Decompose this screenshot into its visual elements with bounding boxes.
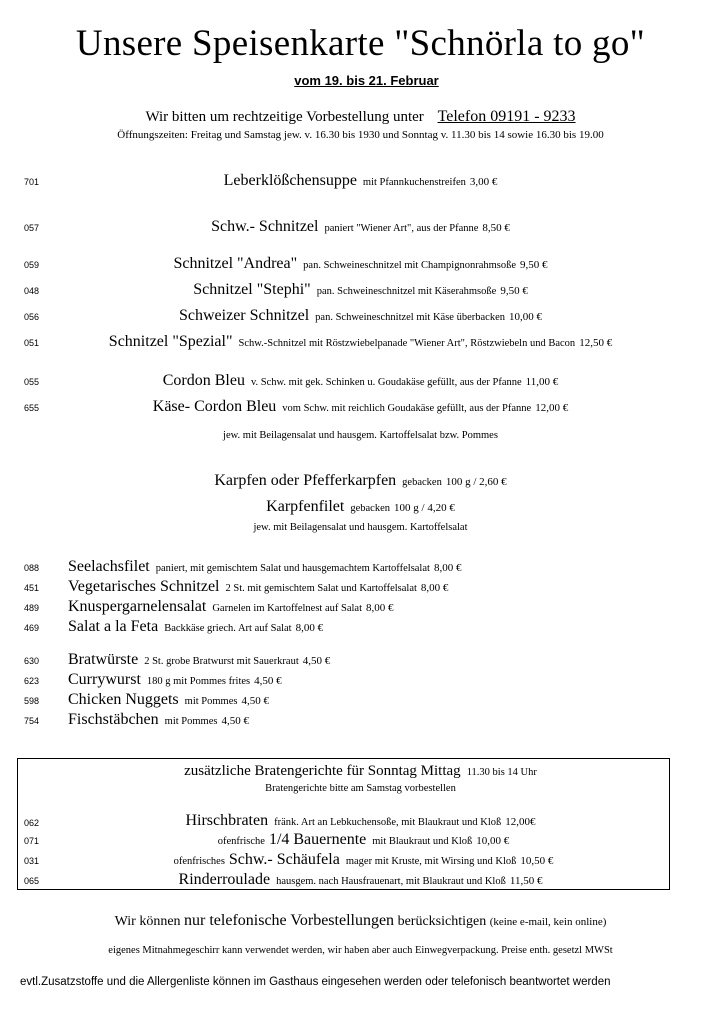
footer-order-note xyxy=(0,912,721,930)
item-price: 10,00 € xyxy=(476,835,510,847)
item-name: Schweizer Schnitzel xyxy=(179,307,310,324)
footer-text-a: Wir können xyxy=(114,914,181,929)
item-name: Schnitzel "Stephi" xyxy=(193,281,311,298)
item-name: Karpfen oder Pfefferkarpfen xyxy=(214,472,397,489)
item-price: 4,50 € xyxy=(254,675,282,687)
sunday-item xyxy=(0,851,721,869)
item-price: 100 g / 2,60 € xyxy=(445,476,507,488)
item-name: Cordon Bleu xyxy=(162,372,245,389)
item-name: Leberklößchensuppe xyxy=(223,172,357,189)
opening-hours: Öffnungszeiten: Freitag und Samstag jew. v. 16.30 bis 1930 und Sonntag v. 11.30 bis 14 sowie 16.30 bis 19.00 xyxy=(117,129,604,141)
item-name: Fischstäbchen xyxy=(68,711,159,728)
item-code: 056 xyxy=(24,312,40,322)
item-desc: 180 g mit Pommes frites xyxy=(146,676,251,687)
footer-packaging-note: eigenes Mitnahmegeschirr kann verwendet werden, wir haben aber auch Einwegverpackung. Preise enth. gesetzl MWSt xyxy=(108,945,613,956)
order-line xyxy=(0,108,721,126)
item-desc: gebacken xyxy=(350,503,391,514)
menu-item xyxy=(68,558,461,576)
item-price: 4,50 € xyxy=(221,715,249,727)
item-price: 9,50 € xyxy=(500,285,528,297)
item-price: 8,00 € xyxy=(433,562,462,574)
side-note: jew. mit Beilagensalat und hausgem. Kartoffelsalat xyxy=(253,522,468,533)
item-code: 031 xyxy=(24,856,40,866)
item-pre: ofenfrische xyxy=(217,836,265,847)
item-name: Schnitzel "Spezial" xyxy=(108,333,233,350)
item-code: 062 xyxy=(24,818,40,828)
item-desc: Garnelen im Kartoffelnest auf Salat xyxy=(212,603,362,614)
item-price: 8,50 € xyxy=(482,222,510,234)
item-name: Schnitzel "Andrea" xyxy=(173,255,298,272)
item-desc: mit Pommes xyxy=(184,696,238,707)
item-name: Currywurst xyxy=(68,671,141,688)
item-desc: pan. Schweineschnitzel mit Champignonrahmsoße xyxy=(303,260,517,271)
item-price: 4,50 € xyxy=(241,695,269,707)
item-name: Rinderroulade xyxy=(178,871,271,888)
menu-item xyxy=(68,711,249,729)
menu-item-carpfilet xyxy=(0,498,721,516)
menu-item xyxy=(0,281,721,299)
menu-item xyxy=(68,598,394,616)
item-price: 9,50 € xyxy=(520,259,548,271)
menu-item-carp xyxy=(0,472,721,490)
item-name: Knuspergarnelensalat xyxy=(68,598,207,615)
item-price: 12,00€ xyxy=(505,816,536,828)
sunday-heading xyxy=(0,762,721,780)
item-desc: paniert "Wiener Art", aus der Pfanne xyxy=(324,223,479,234)
item-code: 055 xyxy=(24,377,40,387)
item-name: Schw.- Schäufela xyxy=(228,851,340,868)
item-desc: vom Schw. mit reichlich Goudakäse gefüllt, aus der Pfanne xyxy=(282,403,532,414)
item-code: 489 xyxy=(24,603,40,613)
menu-item xyxy=(0,398,721,416)
item-code: 469 xyxy=(24,623,40,633)
footer-allergen-note: evtl.Zusatzstoffe und die Allergenliste können im Gasthaus eingesehen werden oder telefonisch beantwortet werden xyxy=(20,976,611,988)
item-price: 3,00 € xyxy=(469,176,498,188)
item-desc: hausgem. nach Hausfrauenart, mit Blaukraut und Kloß xyxy=(276,876,506,887)
item-desc: 2 St. grobe Bratwurst mit Sauerkraut xyxy=(144,656,299,667)
item-code: 051 xyxy=(24,338,40,348)
item-desc: pan. Schweineschnitzel mit Käserahmsoße xyxy=(316,286,497,297)
sunday-time: 11.30 bis 14 Uhr xyxy=(466,767,537,778)
item-price: 8,00 € xyxy=(420,582,449,594)
item-price: 8,00 € xyxy=(366,602,394,614)
item-code: 057 xyxy=(24,223,40,233)
item-name: Seelachsfilet xyxy=(68,558,150,575)
sunday-item xyxy=(0,812,721,830)
item-desc: fränk. Art an Lebkuchensoße, mit Blaukraut und Kloß xyxy=(274,817,502,828)
side-note: jew. mit Beilagensalat und hausgem. Kartoffelsalat bzw. Pommes xyxy=(223,430,498,441)
item-code: 754 xyxy=(24,716,40,726)
order-text: Wir bitten um rechtzeitige Vorbestellung unter xyxy=(145,109,424,125)
item-name: Käse- Cordon Bleu xyxy=(152,398,277,415)
item-name: Chicken Nuggets xyxy=(68,691,179,708)
item-code: 630 xyxy=(24,656,40,666)
menu-item xyxy=(0,218,721,236)
sunday-subheading: Bratengerichte bitte am Samstag vorbestellen xyxy=(265,783,456,794)
menu-item xyxy=(68,618,323,636)
menu-item xyxy=(0,255,721,273)
phone-number: Telefon 09191 - 9233 xyxy=(437,108,576,125)
item-code: 451 xyxy=(24,583,40,593)
item-code: 088 xyxy=(24,563,40,573)
item-price: 12,50 € xyxy=(579,337,613,349)
item-code: 065 xyxy=(24,876,40,886)
item-code: 048 xyxy=(24,286,40,296)
item-desc: pan. Schweineschnitzel mit Käse überbacken xyxy=(315,312,505,323)
item-name: Bratwürste xyxy=(68,651,139,668)
item-name: Schw.- Schnitzel xyxy=(211,218,319,235)
item-desc: mit Blaukraut und Kloß xyxy=(372,836,473,847)
item-desc: Schw.-Schnitzel mit Röstzwiebelpanade "Wiener Art", Röstzwiebeln und Bacon xyxy=(238,338,576,349)
menu-item xyxy=(0,172,721,190)
item-code: 623 xyxy=(24,676,40,686)
sunday-item xyxy=(0,871,721,889)
item-name: Karpfenfilet xyxy=(266,498,345,515)
menu-item xyxy=(0,333,721,351)
item-code: 059 xyxy=(24,260,40,270)
date-range: vom 19. bis 21. Februar xyxy=(294,73,439,88)
item-desc: mit Pommes xyxy=(164,716,218,727)
item-code: 071 xyxy=(24,836,40,846)
footer-text-d: (keine e-mail, kein online) xyxy=(489,916,607,928)
item-desc: mager mit Kruste, mit Wirsing und Kloß xyxy=(345,856,517,867)
item-desc: mit Pfannkuchenstreifen xyxy=(362,177,466,188)
item-price: 10,50 € xyxy=(520,855,554,867)
item-name: 1/4 Bauernente xyxy=(268,831,367,848)
item-code: 598 xyxy=(24,696,40,706)
item-name: Hirschbraten xyxy=(185,812,269,829)
item-name: Salat a la Feta xyxy=(68,618,159,635)
sunday-item xyxy=(0,831,721,849)
item-price: 100 g / 4,20 € xyxy=(394,502,455,514)
item-price: 4,50 € xyxy=(302,655,331,667)
menu-item xyxy=(68,671,282,689)
item-code: 701 xyxy=(24,177,40,187)
item-desc: Backkäse griech. Art auf Salat xyxy=(164,623,292,634)
item-price: 8,00 € xyxy=(295,622,324,634)
menu-item xyxy=(68,691,269,709)
item-price: 11,50 € xyxy=(509,875,543,887)
sunday-heading-text: zusätzliche Bratengerichte für Sonntag Mittag xyxy=(184,763,461,779)
item-price: 11,00 € xyxy=(525,376,559,388)
item-code: 655 xyxy=(24,403,40,413)
menu-item xyxy=(0,307,721,325)
item-price: 10,00 € xyxy=(508,311,542,323)
item-desc: v. Schw. mit gek. Schinken u. Goudakäse gefüllt, aus der Pfanne xyxy=(250,377,522,388)
footer-text-b: nur telefonische Vorbestellungen xyxy=(184,912,395,929)
menu-item xyxy=(0,372,721,390)
menu-item xyxy=(68,651,330,669)
menu-item xyxy=(68,578,448,596)
item-pre: ofenfrisches xyxy=(173,856,225,867)
page-title: Unsere Speisenkarte "Schnörla to go" xyxy=(75,23,646,64)
item-desc: gebacken xyxy=(402,477,442,488)
item-price: 12,00 € xyxy=(535,402,569,414)
footer-text-c: berücksichtigen xyxy=(397,914,487,929)
item-desc: 2 St. mit gemischtem Salat und Kartoffelsalat xyxy=(225,583,417,594)
item-desc: paniert, mit gemischtem Salat und hausgemachtem Kartoffelsalat xyxy=(155,563,430,574)
item-name: Vegetarisches Schnitzel xyxy=(68,578,220,595)
